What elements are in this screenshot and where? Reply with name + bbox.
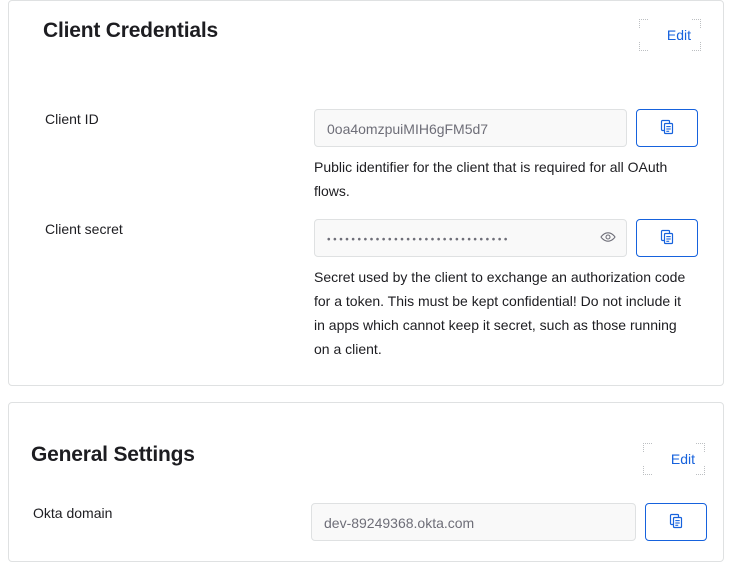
okta-domain-control — [311, 503, 707, 541]
client-secret-input[interactable] — [314, 219, 627, 257]
copy-client-secret-button[interactable] — [636, 219, 698, 257]
focus-corner-top-left — [643, 443, 652, 452]
focus-corner-top-left — [639, 19, 648, 28]
client-id-input[interactable]: 0oa4omzpuiMIH6gFM5d7 — [314, 109, 627, 147]
general-settings-card — [8, 402, 724, 562]
copy-icon — [668, 513, 684, 532]
okta-domain-input[interactable]: dev-89249368.okta.com — [311, 503, 636, 541]
copy-okta-domain-button[interactable] — [645, 503, 707, 541]
reveal-client-secret-button[interactable] — [598, 228, 618, 248]
client-secret-masked-value: •••••••••••••••••••••••••••••• — [327, 234, 511, 246]
okta-domain-label: Okta domain — [33, 505, 113, 521]
client-id-helper-text: Public identifier for the client that is required for all OAuth flows. — [314, 159, 668, 199]
okta-domain-input-line — [311, 503, 707, 541]
general-settings-header — [9, 403, 723, 467]
edit-credentials-wrap — [639, 19, 701, 51]
client-secret-helper-text: Secret used by the client to exchange an authorization code for a token. This must be kept confidential! Do not include it in apps which cannot keep it secret, such as those running on a client. — [314, 269, 686, 357]
eye-icon — [600, 231, 616, 246]
focus-corner-bottom-left — [639, 42, 648, 51]
client-id-control — [314, 109, 698, 203]
client-credentials-header — [9, 1, 723, 65]
edit-credentials-button[interactable]: Edit — [663, 25, 695, 45]
client-secret-label: Client secret — [45, 221, 123, 237]
copy-client-id-button[interactable] — [636, 109, 698, 147]
edit-general-button[interactable]: Edit — [667, 449, 699, 469]
client-secret-input-line — [314, 219, 698, 257]
client-id-label: Client ID — [45, 111, 99, 127]
page-title: Client Credentials — [43, 19, 218, 42]
client-credentials-card — [8, 0, 724, 386]
copy-icon — [659, 229, 675, 248]
copy-icon — [659, 119, 675, 138]
general-settings-title: General Settings — [31, 443, 195, 466]
edit-general-wrap — [643, 443, 705, 475]
focus-corner-bottom-left — [643, 466, 652, 475]
client-id-input-line — [314, 109, 698, 147]
client-secret-control — [314, 219, 698, 361]
